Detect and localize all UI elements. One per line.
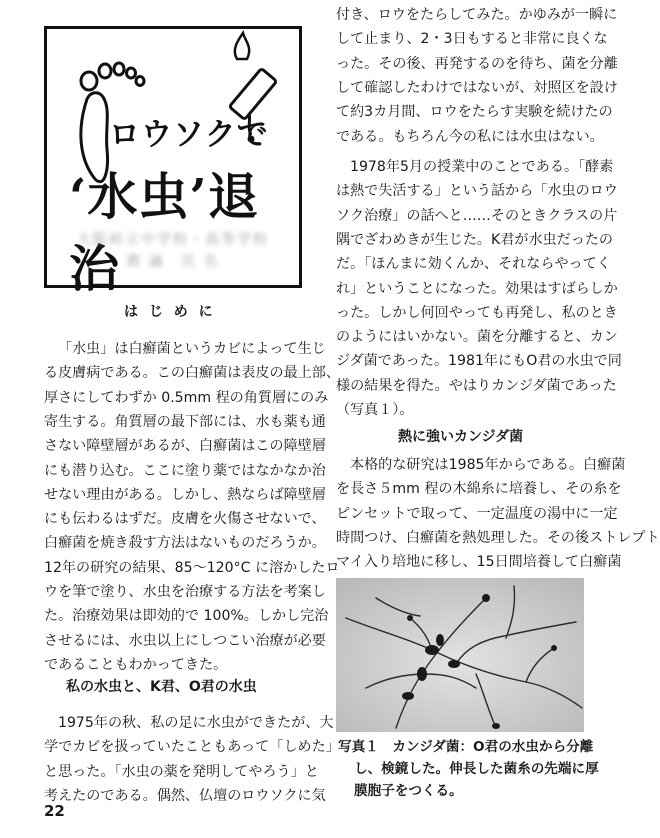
- class-story-paragraph-line: れ」ということになった。効果はすばらしか: [336, 280, 618, 297]
- intro-paragraph-line: せない理由がある。しかし、熱ならば障壁層: [44, 486, 326, 503]
- intro-paragraph-line: さない障壁層があるが、白癬菌はこの障壁層: [44, 438, 326, 455]
- intro-paragraph-line: 白癬菌を焼き殺す方法はないものだろうか。: [44, 535, 326, 552]
- intro-paragraph-line: 「水虫」は白癬菌というカビによって生じ: [58, 341, 326, 357]
- research-paragraph-line: を長さ５mm 程の木綿糸に培養し、その糸を: [336, 481, 622, 498]
- research-paragraph-line: ピンセットで取って、一定温度の湯中に一定: [336, 505, 618, 522]
- story-paragraph-line: 学でカビを扱っていたこともあって「しめた」: [44, 739, 340, 756]
- intro-paragraph-line: 寄生する。角質層の最下部には、水も薬も通: [44, 413, 326, 430]
- photo-caption-line: 写真１ カンジダ菌：O君の水虫から分離: [338, 739, 594, 755]
- experiment-paragraph-line: して確認したわけではないが、対照区を設け: [336, 79, 618, 96]
- class-story-paragraph-line: ジダ菌であった。1981年にもO君の水虫で同: [336, 353, 622, 370]
- experiment-paragraph-line: 付き、ロウをたらしてみた。かゆみが一瞬に: [336, 7, 618, 23]
- research-paragraph-line: マイ入り培地に移し、15日間培養して白癬菌: [336, 554, 622, 571]
- class-story-paragraph-line: 隅でざわめきが生じた。K君が水虫だったの: [336, 231, 614, 248]
- intro-paragraph-line: る皮膚病である。この白癬菌は表皮の最上部、: [44, 365, 340, 382]
- intro-paragraph-line: にも潜り込む。ここに塗り薬ではなかなか治: [44, 462, 326, 479]
- experiment-paragraph-line: て約3カ月間、ロウをたらす実験を続けたの: [336, 104, 613, 121]
- intro-paragraph-line: であることもわかってきた。: [44, 656, 228, 673]
- research-paragraph-line: 時間つけ、白癬菌を熱処理した。その後ストレプト: [336, 529, 660, 546]
- research-paragraph-line: 本格的な研究は1985年からである。白癬菌: [350, 457, 626, 473]
- author-affiliation: 大阪府立中学校・高等学校: [77, 232, 269, 248]
- intro-paragraph-line: 12年の研究の結果、85～120°C に溶かしたロ: [44, 559, 340, 576]
- class-story-paragraph-line: だ。「ほんまに効くんか、それならやってく: [336, 256, 611, 273]
- class-story-paragraph-line: った。しかし何回やっても再発し、私のとき: [336, 304, 618, 321]
- title-line-2: ‘水虫’退治: [69, 167, 259, 298]
- experiment-paragraph-line: った。その後、再発するのを待ち、菌を分離: [336, 55, 618, 72]
- fungal-hyphae-illustration: [336, 578, 584, 732]
- section-heading-intro: は じ め に: [124, 304, 216, 320]
- title-box: [44, 26, 302, 298]
- class-story-paragraph-line: 1978年5月の授業中のことである。「酵素: [350, 159, 614, 175]
- story-paragraph-line: 1975年の秋、私の足に水虫ができたが、大: [58, 715, 334, 731]
- section-heading-my-athletes-foot: 私の水虫と、K君、O君の水虫: [66, 679, 257, 695]
- photo-caption-line: し、検鏡した。伸長した菌糸の先端に厚: [354, 761, 599, 777]
- experiment-paragraph-line: して止まり、2・3日もすると非常に良くな: [336, 31, 608, 48]
- class-story-paragraph-line: ソク治療」の話へと……そのときクラスの片: [336, 207, 618, 224]
- story-paragraph-line: 考えたのである。偶然、仏壇のロウソクに気: [44, 787, 326, 804]
- class-story-paragraph-line: のようにはいかない。菌を分離すると、カン: [336, 329, 618, 346]
- intro-paragraph-line: た。治療効果は即効的で 100%。しかし完治: [44, 608, 329, 625]
- intro-paragraph-line: にも伝わるはずだ。皮膚を火傷させないで、: [44, 511, 326, 528]
- story-paragraph-line: と思った。「水虫の薬を発明してやろう」と: [44, 763, 319, 780]
- page-number: 22: [44, 802, 65, 820]
- title-line-1: ロウソクで: [109, 117, 269, 153]
- class-story-paragraph-line: （写真１）。: [336, 402, 414, 418]
- class-story-paragraph-line: 様の結果を得た。やはりカンジダ菌であった: [336, 377, 617, 394]
- class-story-paragraph-line: は熱で失活する」という話から「水虫のロウ: [336, 183, 618, 200]
- intro-paragraph-line: ウを筆で塗り、水虫を治療する方法を考案し: [44, 584, 326, 600]
- candida-micrograph-image: [336, 578, 584, 732]
- photo-caption-line: 膜胞子をつくる。: [354, 783, 463, 799]
- section-heading-heat-resistant: 熱に強いカンジダ菌: [398, 429, 524, 445]
- intro-paragraph-line: 厚さにしてわずか 0.5mm 程の角質層にのみ: [44, 389, 329, 406]
- intro-paragraph-line: させるには、水虫以上にしつこい治療が必要: [44, 632, 326, 649]
- experiment-paragraph-line: である。もちろん今の私には水虫はない。: [336, 128, 604, 145]
- author-name: 教 諭 氏 名: [126, 254, 220, 270]
